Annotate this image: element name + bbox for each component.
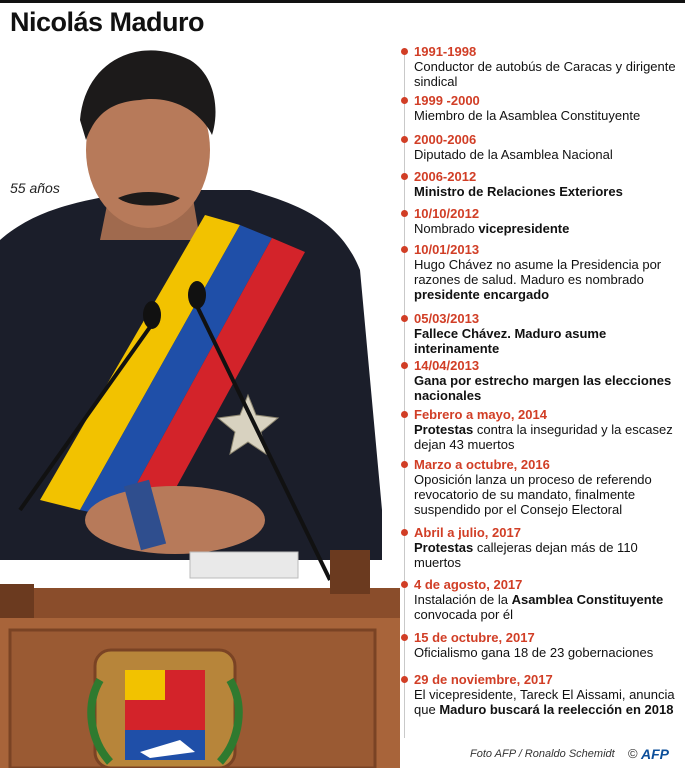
timeline-dot	[401, 411, 408, 418]
timeline-event	[404, 672, 685, 717]
event-text: convocada por él	[414, 607, 514, 622]
event-date: 2006-2012	[414, 169, 477, 184]
event-date: Febrero a mayo, 2014	[414, 407, 547, 422]
event-text: Nombrado	[414, 221, 479, 236]
page-title: Nicolás Maduro	[10, 7, 205, 37]
event-description	[414, 422, 685, 452]
afp-logo: AFP	[641, 746, 669, 762]
portrait-photo	[0, 40, 400, 768]
event-text: Hugo Chávez no asume la Presidencia por razones de salud. Maduro es nombrado	[414, 257, 662, 287]
event-description	[414, 147, 685, 162]
event-text-bold: Ministro de Relaciones Exteriores	[414, 184, 623, 199]
event-description	[414, 472, 685, 517]
event-description	[414, 59, 685, 89]
timeline-dot	[401, 529, 408, 536]
event-text: Conductor de autobús de Caracas y dirigente sindical	[414, 59, 676, 89]
timeline-dot	[401, 362, 408, 369]
event-date: Abril a julio, 2017	[414, 525, 521, 540]
event-date: 4 de agosto, 2017	[414, 577, 523, 592]
event-date: Marzo a octubre, 2016	[414, 457, 550, 472]
timeline-event	[404, 169, 685, 199]
timeline-event	[404, 577, 685, 622]
event-text-bold: Asamblea Constituyente	[511, 592, 664, 607]
timeline-event	[404, 407, 685, 452]
event-description	[414, 645, 685, 660]
event-text-bold: Protestas	[414, 422, 474, 437]
event-date: 10/10/2012	[414, 206, 480, 221]
timeline-dot	[401, 676, 408, 683]
event-description	[414, 687, 685, 717]
event-description	[414, 108, 685, 123]
event-date: 2000-2006	[414, 132, 477, 147]
event-text: Oficialismo gana 18 de 23 gobernaciones	[414, 645, 654, 660]
timeline-event	[404, 132, 685, 162]
event-text: contra la inseguridad y la escasez dejan 43 muertos	[414, 422, 673, 452]
event-text: Oposición lanza un proceso de referendo revocatorio de su mandato, finalmente suspendido por el Consejo Electoral	[414, 472, 652, 517]
event-text-bold: Gana por estrecho margen las elecciones nacionales	[414, 373, 672, 403]
event-description	[414, 592, 685, 622]
timeline-event	[404, 206, 685, 236]
timeline-dot	[401, 97, 408, 104]
timeline-event	[404, 311, 685, 356]
top-rule	[0, 0, 685, 3]
timeline-event	[404, 525, 685, 570]
timeline-dot	[401, 173, 408, 180]
event-text: Diputado de la Asamblea Nacional	[414, 147, 613, 162]
event-date: 29 de noviembre, 2017	[414, 672, 553, 687]
career-timeline	[404, 44, 685, 744]
event-description	[414, 326, 685, 356]
event-text-bold: Maduro buscará la reelección en 2018	[439, 702, 674, 717]
event-text-bold: presidente encargado	[414, 287, 550, 302]
copyright-symbol: ©	[628, 746, 638, 761]
event-description	[414, 221, 685, 236]
event-text: Instalación de la	[414, 592, 512, 607]
event-text-bold: vicepresidente	[478, 221, 570, 236]
timeline-dot	[401, 246, 408, 253]
photo-credit: Foto AFP / Ronaldo Schemidt	[470, 748, 615, 760]
timeline-event	[404, 93, 685, 123]
event-description	[414, 540, 685, 570]
timeline-dot	[401, 136, 408, 143]
event-text-bold: Fallece Chávez. Maduro asume interinamente	[414, 326, 607, 356]
event-text-bold: Protestas	[414, 540, 474, 555]
timeline-event	[404, 630, 685, 660]
event-date: 14/04/2013	[414, 358, 480, 373]
timeline-dot	[401, 634, 408, 641]
timeline-dot	[401, 48, 408, 55]
event-text: callejeras dejan más de 110 muertos	[414, 540, 638, 570]
timeline-dot	[401, 581, 408, 588]
age-label: 55 años	[10, 180, 60, 196]
timeline-dot	[401, 461, 408, 468]
timeline-event	[404, 358, 685, 403]
timeline-event	[404, 457, 685, 517]
event-description	[414, 257, 685, 302]
hands	[85, 486, 265, 554]
event-date: 05/03/2013	[414, 311, 480, 326]
event-text: Miembro de la Asamblea Constituyente	[414, 108, 641, 123]
event-date: 15 de octubre, 2017	[414, 630, 535, 645]
event-text: El vicepresidente, Tareck El Aissami, anuncia que	[414, 687, 675, 717]
event-description	[414, 373, 685, 403]
event-date: 1991-1998	[414, 44, 477, 59]
timeline-dot	[401, 210, 408, 217]
timeline-event	[404, 44, 685, 89]
event-date: 10/01/2013	[414, 242, 480, 257]
event-date: 1999 -2000	[414, 93, 480, 108]
event-description	[414, 184, 685, 199]
timeline-event	[404, 242, 685, 302]
timeline-dot	[401, 315, 408, 322]
